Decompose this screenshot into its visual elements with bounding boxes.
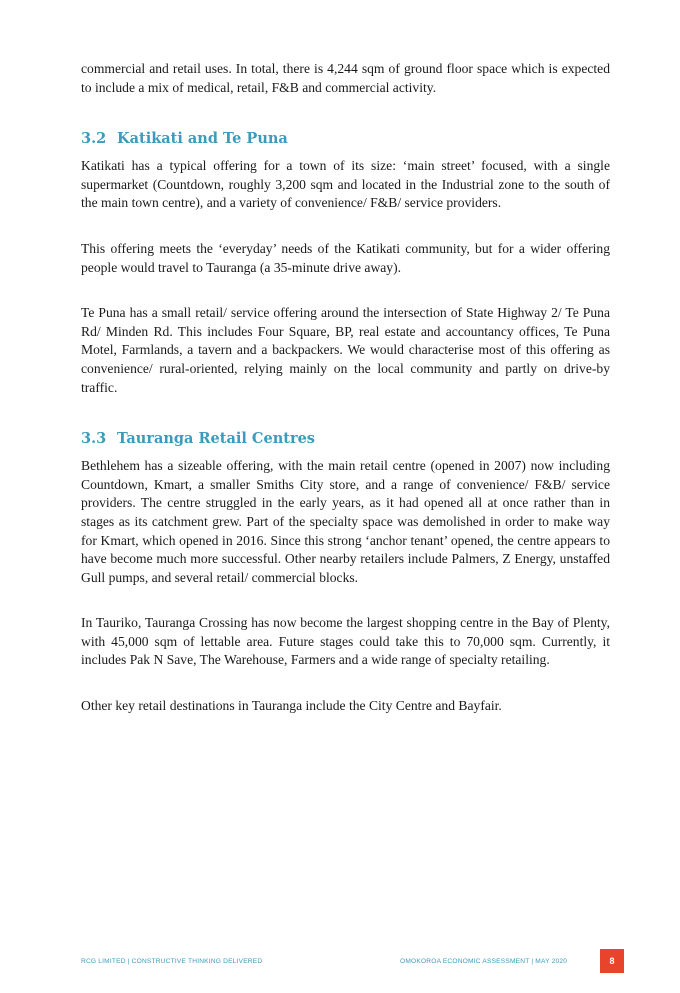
section-title: Tauranga Retail Centres — [117, 430, 315, 448]
paragraph-continuation: commercial and retail uses. In total, there is 4,244 sqm of ground floor space which is expected to include a mix of medical, retail, F&B and commercial activity. — [81, 61, 610, 95]
paragraph-other-destinations: Other key retail destinations in Tauranga include the City Centre and Bayfair. — [81, 698, 502, 714]
section-heading-3-3 — [81, 429, 610, 449]
paragraph-te-puna: Te Puna has a small retail/ service offering around the intersection of State Highway 2/ Te Puna Rd/ Minden Rd. This includes Four Square, BP, real estate and accountancy offices, Te Puna Motel, Farmlands, a tavern and a backpackers. We would characterise most of this offering as convenience/ rural-oriented, relying mainly on the local community and partly on drive-by traffic. — [81, 305, 610, 395]
page-number-badge: 8 — [600, 949, 624, 973]
section-heading-3-2 — [81, 129, 610, 149]
paragraph-tauriko: In Tauriko, Tauranga Crossing has now become the largest shopping centre in the Bay of Plenty, with 45,000 sqm of lettable area. Future stages could take this to 70,000 sqm. Currently, it includes Pak N Save, The Warehouse, Farmers and a wide range of specialty retailing. — [81, 615, 610, 668]
paragraph-bethlehem: Bethlehem has a sizeable offering, with the main retail centre (opened in 2007) now including Countdown, Kmart, a smaller Smiths City store, and a range of convenience/ F&B/ service providers. The centre struggled in the early years, as it had opened all at once rather than in stages as its catchment grew. Part of the specialty space was demolished in order to make way for Kmart, which opened in 2016. Since this strong ‘anchor tenant’ opened, the centre appears to have become much more successful. Other nearby retailers include Palmers, Z Energy, unstaffed Gull pumps, and several retail/ commercial blocks. — [81, 458, 610, 585]
section-title: Katikati and Te Puna — [117, 130, 288, 148]
paragraph-katikati: Katikati has a typical offering for a town of its size: ‘main street’ focused, with a single supermarket (Countdown, roughly 3,200 sqm and located in the Industrial zone to the south of the main town centre), and a variety of convenience/ F&B/ service providers. — [81, 158, 610, 211]
paragraph-katikati-needs: This offering meets the ‘everyday’ needs of the Katikati community, but for a wider offering people would travel to Tauranga (a 35-minute drive away). — [81, 240, 610, 275]
footer-company: RCG LIMITED | CONSTRUCTIVE THINKING DELIVERED — [81, 958, 263, 965]
page-content — [81, 60, 610, 716]
footer-document-title: OMOKOROA ECONOMIC ASSESSMENT | MAY 2020 — [400, 958, 568, 965]
section-number: 3.3 — [81, 430, 107, 448]
section-number: 3.2 — [81, 130, 107, 148]
